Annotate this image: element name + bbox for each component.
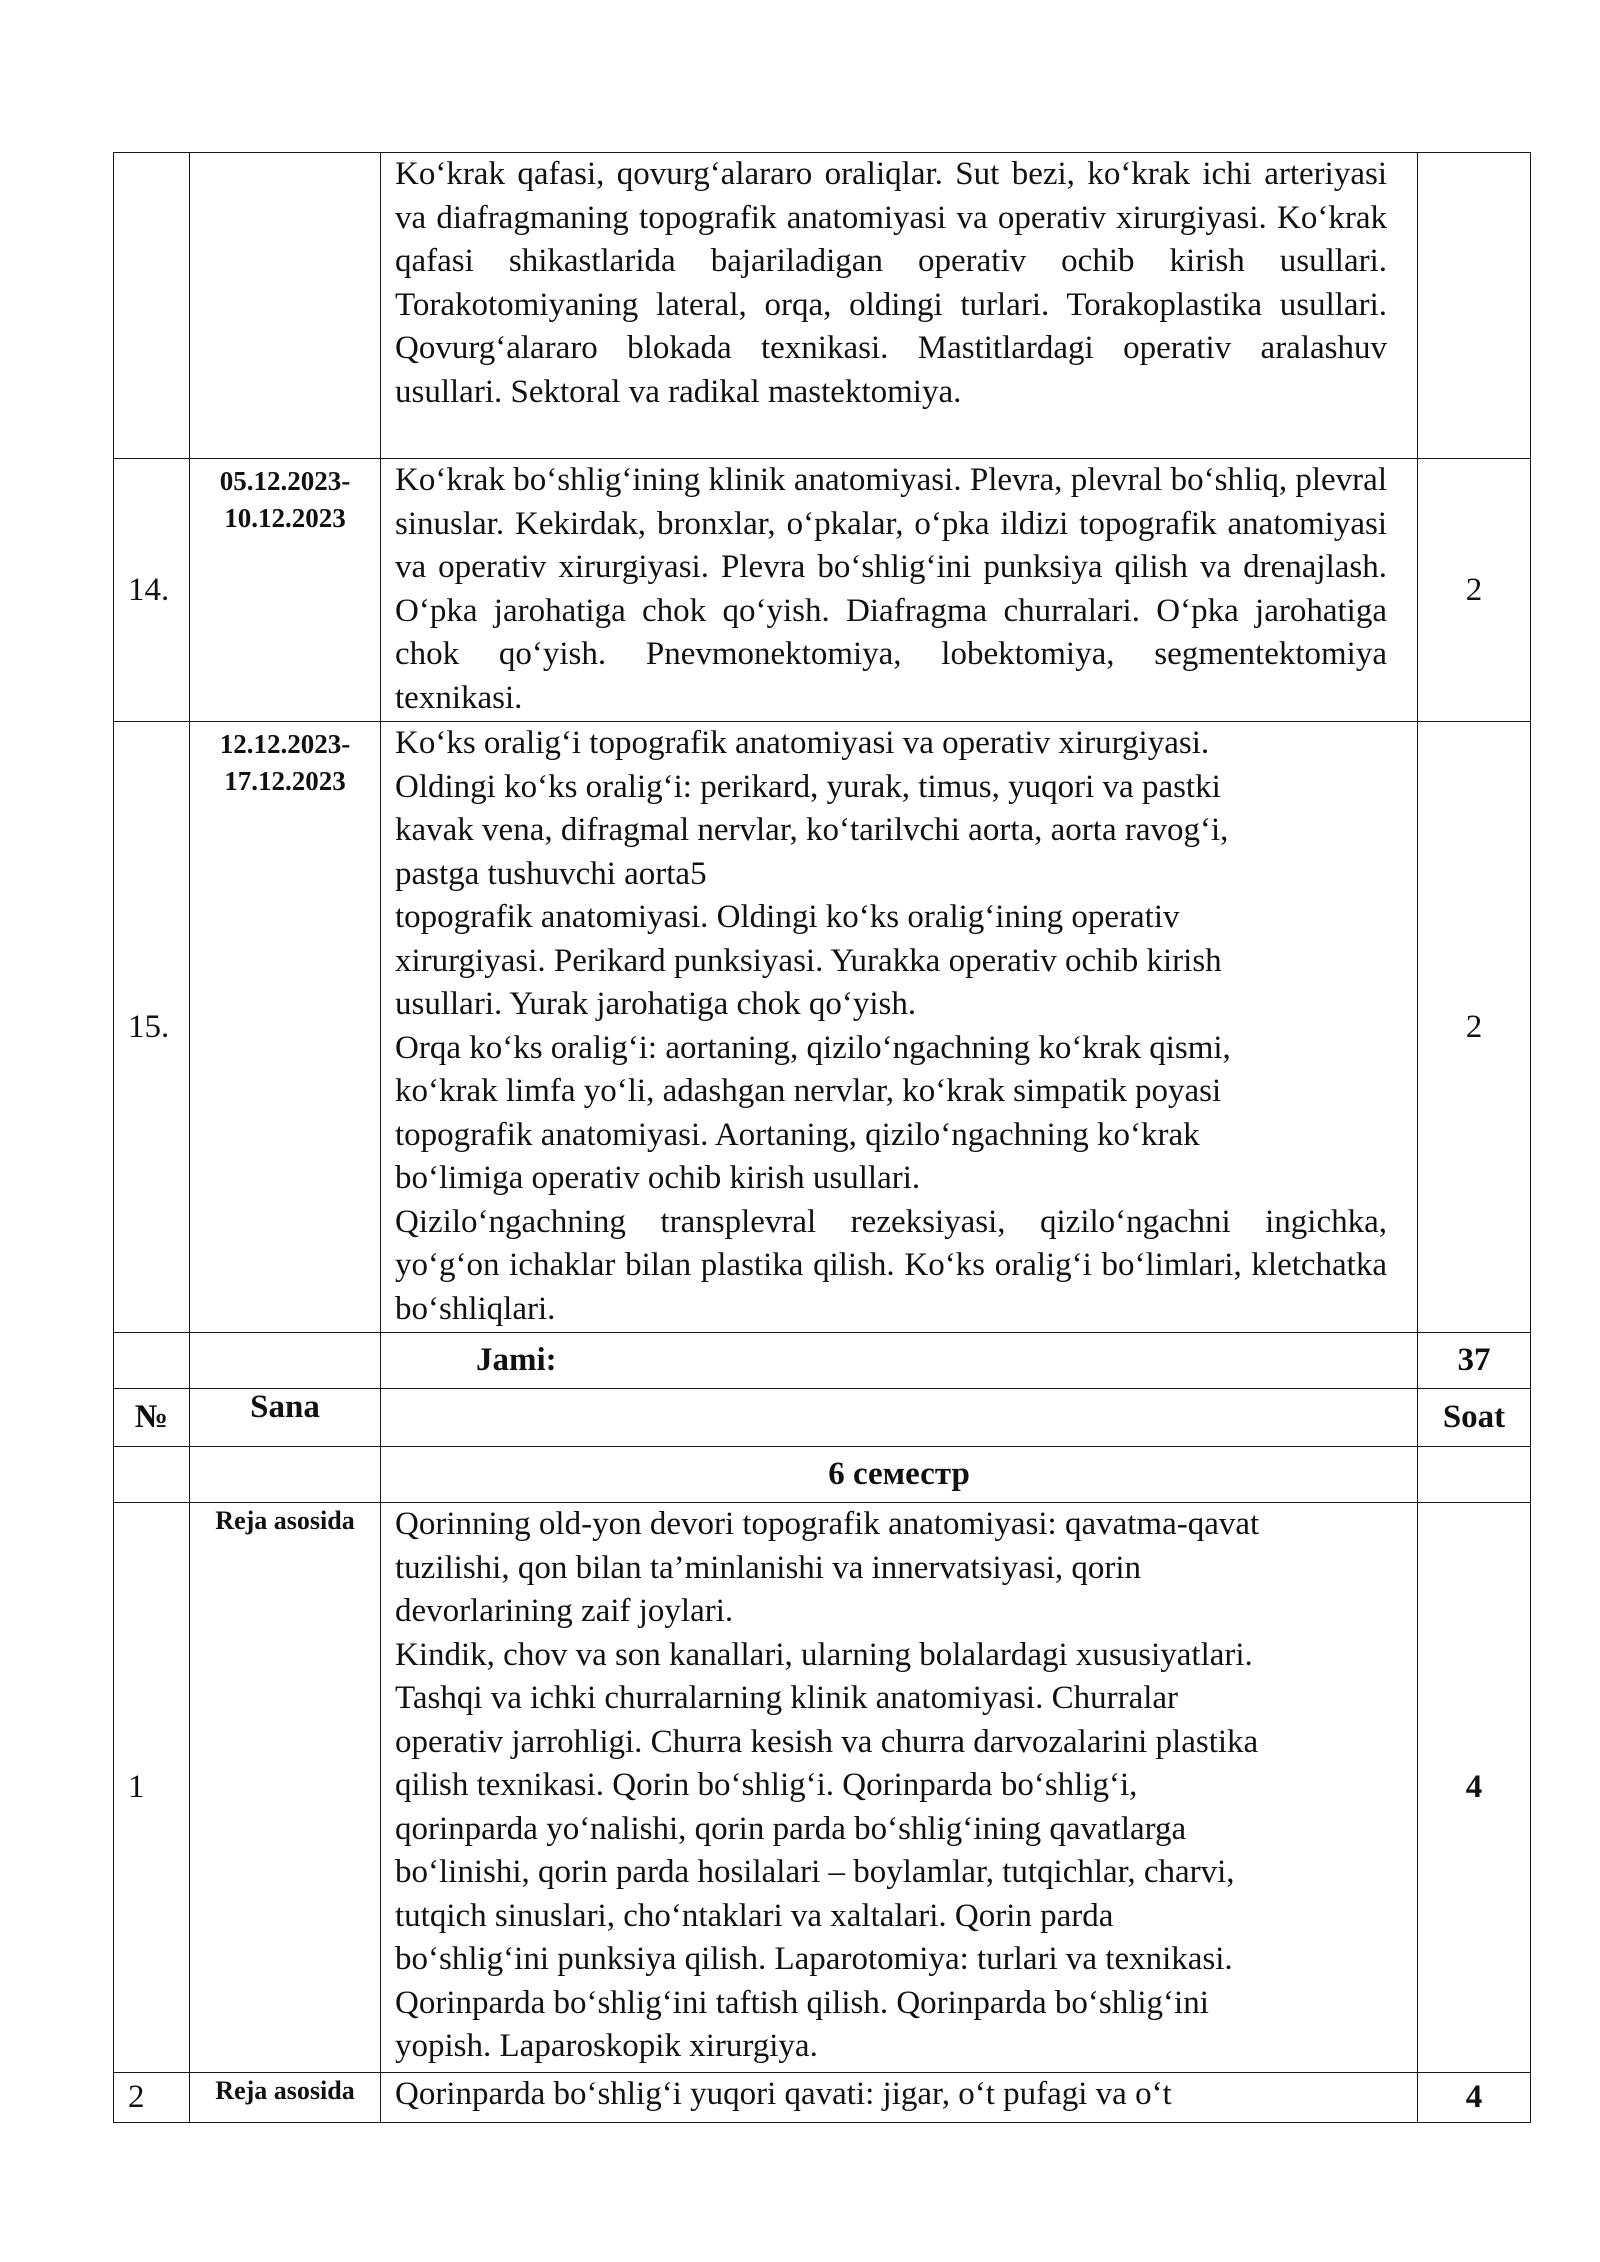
total-label: Jami:	[381, 1333, 1418, 1389]
topic-line: Qorinparda bo‘shlig‘ini taftish qilish. Qorinparda bo‘shlig‘ini	[395, 1984, 1209, 2021]
curriculum-table	[113, 152, 1531, 2123]
document-page	[113, 152, 1530, 2123]
row-number: 14.	[114, 459, 190, 722]
topic-line: bo‘limiga operativ ochib kirish usullari.	[395, 1160, 921, 1196]
row-date	[190, 1503, 381, 2073]
topic-line: Ko‘ks oralig‘i topografik anatomiyasi va operativ xirurgiyasi.	[395, 725, 1210, 761]
row-number: 2	[114, 2073, 190, 2123]
header-topic	[381, 1389, 1418, 1447]
topic-line: ko‘krak limfa yo‘li, adashgan nervlar, ko‘krak simpatik poyasi	[395, 1073, 1222, 1109]
row-number	[114, 153, 190, 459]
topic-line: usullari. Yurak jarohatiga chok qo‘yish.	[395, 986, 917, 1022]
row-hours: 4	[1418, 2073, 1531, 2123]
row-topic	[381, 722, 1418, 1333]
date-plan: Reja asosida	[215, 1506, 355, 1535]
topic-paragraph: Ko‘krak bo‘shlig‘ining klinik anatomiyasi. Plevra, plevral bo‘shliq, plevral sinuslar. Kekirdak, bronxlar, o‘pkalar, o‘pka ildizi topografik anatomiyasi va operativ xirurgiyasi. Plevra bo‘shlig‘ini punksiya qilish va drenajlash. O‘pka jarohatiga chok qo‘yish. Diafragma churralari. O‘pka jarohatiga chok qo‘yish. Pnevmonektomiya, lobektomiya, segmentektomiya texnikasi.	[395, 462, 1387, 716]
topic-line: bo‘linishi, qorin parda hosilalari – boylamlar, tutqichlar, charvi,	[395, 1854, 1235, 1890]
topic-paragraph: Qizilo‘ngachning transplevral rezeksiyasi, qizilo‘ngachni ingichka, yo‘g‘on ichaklar bilan plastika qilish. Ko‘ks oralig‘i bo‘limlari, kletchatka bo‘shliqlari.	[395, 1203, 1387, 1327]
topic-line: Qorinparda bo‘shlig‘i yuqori qavati: jigar, o‘t pufagi va o‘t	[395, 2076, 1172, 2112]
topic-line: topografik anatomiyasi. Aortaning, qizilo‘ngachning ko‘krak	[395, 1116, 1200, 1153]
topic-line: qorinparda yo‘nalishi, qorin parda bo‘shlig‘ining qavatlarga	[395, 1810, 1187, 1847]
total-row	[114, 1333, 1531, 1389]
topic-line: bo‘shlig‘ini punksiya qilish. Laparotomiya: turlari va texnikasi.	[395, 1941, 1233, 1977]
date-plan: Reja asosida	[215, 2076, 355, 2105]
semester-row	[114, 1447, 1531, 1503]
table-row	[114, 459, 1531, 722]
table-row	[114, 1503, 1531, 2073]
header-row	[114, 1389, 1531, 1447]
row-hours: 2	[1418, 459, 1531, 722]
empty-cell	[190, 1333, 381, 1389]
topic-line: Orqa ko‘ks oralig‘i: aortaning, qizilo‘ngachning ko‘krak qismi,	[395, 1029, 1231, 1066]
topic-line: kavak vena, difragmal nervlar, ko‘tarilvchi aorta, aorta ravog‘i,	[395, 812, 1229, 848]
row-number: 1	[114, 1503, 190, 2073]
topic-paragraph: Ko‘krak qafasi, qovurg‘alararo oraliqlar. Sut bezi, ko‘krak ichi arteriyasi va diafragmaning topografik anatomiyasi va operativ xirurgiyasi. Ko‘krak qafasi shikastlarida bajariladigan operativ ochib kirish usullari. Torakotomiyaning lateral, orqa, oldingi turlari. Torakoplastika usullari. Qovurg‘alararo blokada texnikasi. Mastitlardagi operativ aralashuv usullari. Sektoral va radikal mastektomiya.	[395, 156, 1387, 410]
date-end: 10.12.2023	[224, 503, 346, 533]
topic-line: Kindik, chov va son kanallari, ularning bolalardagi xususiyatlari.	[395, 1636, 1253, 1673]
row-number: 15.	[114, 722, 190, 1333]
topic-line: qilish texnikasi. Qorin bo‘shlig‘i. Qorinparda bo‘shlig‘i,	[395, 1767, 1138, 1803]
row-hours	[1418, 153, 1531, 459]
empty-cell	[190, 1447, 381, 1503]
header-hours: Soat	[1418, 1389, 1531, 1447]
topic-line: topografik anatomiyasi. Oldingi ko‘ks oralig‘ining operativ	[395, 899, 1180, 935]
header-date: Sana	[190, 1389, 381, 1447]
total-value: 37	[1418, 1333, 1531, 1389]
date-end: 17.12.2023	[224, 766, 346, 796]
date-start: 12.12.2023-	[219, 729, 351, 759]
topic-line: tutqich sinuslari, cho‘ntaklari va xaltalari. Qorin parda	[395, 1897, 1114, 1934]
empty-cell	[1418, 1447, 1531, 1503]
row-date	[190, 153, 381, 459]
header-number: №	[114, 1389, 190, 1447]
row-date	[190, 722, 381, 1333]
row-topic	[381, 2073, 1418, 2123]
topic-line: tuzilishi, qon bilan ta’minlanishi va innervatsiyasi, qorin	[395, 1549, 1142, 1586]
row-topic	[381, 1503, 1418, 2073]
row-hours: 4	[1418, 1503, 1531, 2073]
table-row	[114, 2073, 1531, 2123]
date-start: 05.12.2023-	[219, 466, 351, 496]
empty-cell	[114, 1447, 190, 1503]
row-date	[190, 459, 381, 722]
topic-line: xirurgiyasi. Perikard punksiyasi. Yurakka operativ ochib kirish	[395, 942, 1222, 979]
table-row	[114, 722, 1531, 1333]
topic-line: devorlarining zaif joylari.	[395, 1593, 734, 1629]
topic-line: Tashqi va ichki churralarning klinik anatomiyasi. Churralar	[395, 1680, 1179, 1716]
empty-cell	[114, 1333, 190, 1389]
topic-line: Oldingi ko‘ks oralig‘i: perikard, yurak, timus, yuqori va pastki	[395, 768, 1221, 805]
row-hours: 2	[1418, 722, 1531, 1333]
topic-line: Qorinning old-yon devori topografik anatomiyasi: qavatma-qavat	[395, 1506, 1260, 1542]
topic-line: pastga tushuvchi aorta5	[395, 855, 707, 892]
row-topic	[381, 153, 1418, 459]
topic-line: yopish. Laparoskopik xirurgiya.	[395, 2028, 818, 2064]
row-topic	[381, 459, 1418, 722]
table-row	[114, 153, 1531, 459]
row-date	[190, 2073, 381, 2123]
topic-line: operativ jarrohligi. Churra kesish va churra darvozalarini plastika	[395, 1723, 1259, 1760]
semester-title: 6 семестр	[381, 1447, 1418, 1503]
